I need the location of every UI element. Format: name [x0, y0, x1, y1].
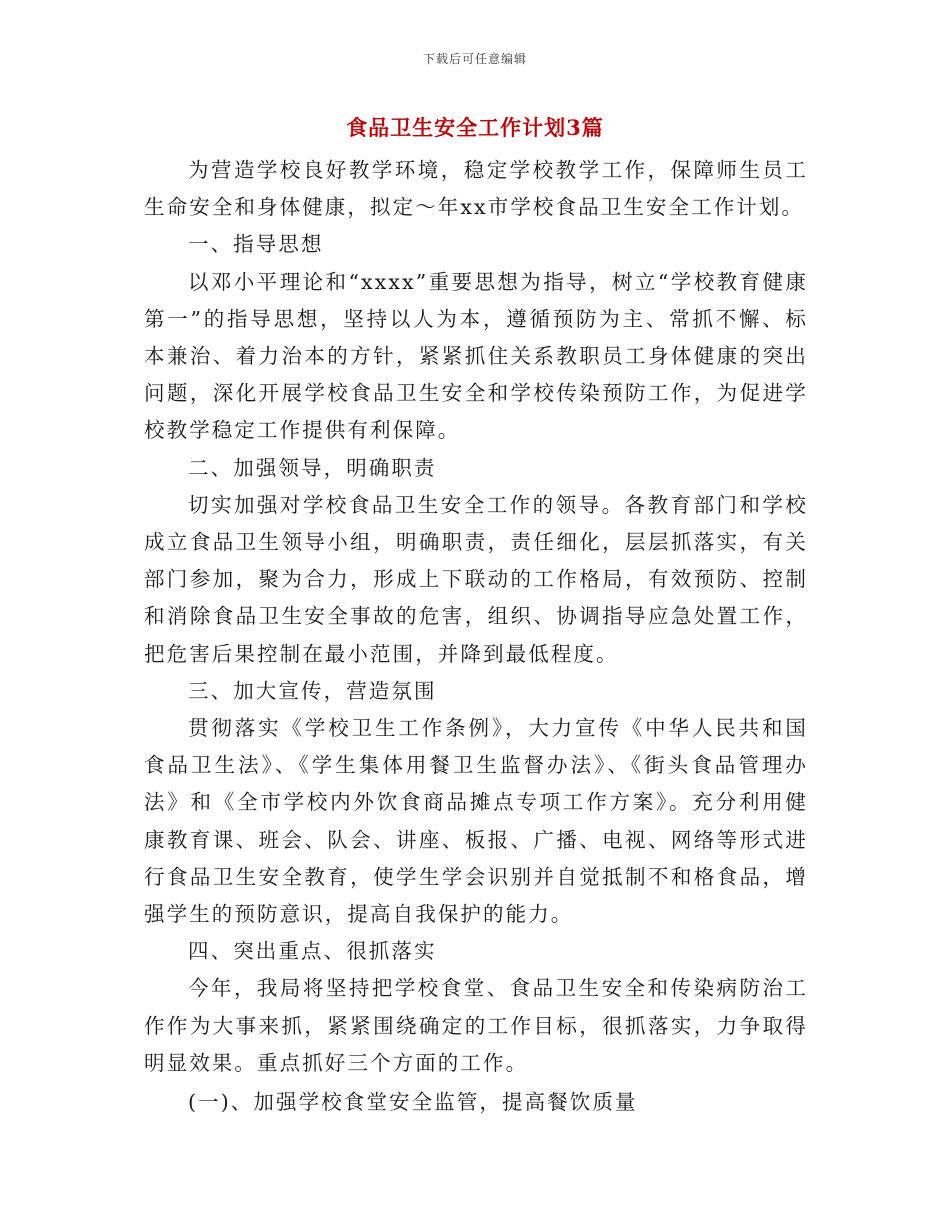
section-heading-2: 二、加强领导，明确职责 — [188, 455, 437, 480]
subsection-heading-1: (一)、加强学校食堂安全监管，提高餐饮质量 — [188, 1090, 638, 1115]
section-heading-3: 三、加大宣传，营造氛围 — [188, 678, 437, 703]
section-paragraph-1: 以邓小平理论和“xxxx”重要思想为指导，树立“学校教育健康第一”的指导思想，坚持以人为本，遵循预防为主、常抓不懈、标本兼治、着力治本的方针，紧紧抓住关系教职员工身体健康的突出问题，深化开展学校食品卫生安全和学校传染预防工作，为促进学校教学稳定工作提供有利保障。 — [144, 269, 808, 443]
section-heading-1: 一、指导思想 — [188, 232, 324, 257]
header-note: 下载后可任意编辑 — [422, 52, 527, 66]
document-title: 食品卫生安全工作计划3篇 — [346, 115, 604, 140]
section-heading-4: 四、突出重点、很抓落实 — [188, 939, 437, 964]
section-paragraph-2: 切实加强对学校食品卫生安全工作的领导。各教育部门和学校成立食品卫生领导小组，明确职责，责任细化，层层抓落实，有关部门参加，聚为合力，形成上下联动的工作格局，有效预防、控制和消除食品卫生安全事故的危害，组织、协调指导应急处置工作，把危害后果控制在最小范围，并降到最低程度。 — [144, 492, 808, 666]
section-paragraph-3: 贯彻落实《学校卫生工作条例》，大力宣传《中华人民共和国食品卫生法》、《学生集体用餐卫生监督办法》、《街头食品管理办法》和《全市学校内外饮食商品摊点专项工作方案》。充分利用健康教育课、班会、队会、讲座、板报、广播、电视、网络等形式进行食品卫生安全教育，使学生学会识别并自觉抵制不和格食品，增强学生的预防意识，提高自我保护的能力。 — [144, 716, 808, 927]
section-paragraph-4: 今年，我局将坚持把学校食堂、食品卫生安全和传染病防治工作作为大事来抓，紧紧围绕确定的工作目标，很抓落实，力争取得明显效果。重点抓好三个方面的工作。 — [144, 976, 808, 1075]
intro-paragraph: 为营造学校良好教学环境，稳定学校教学工作，保障师生员工生命安全和身体健康，拟定～年xx市学校食品卫生安全工作计划。 — [144, 158, 808, 220]
document-body — [144, 152, 808, 1121]
